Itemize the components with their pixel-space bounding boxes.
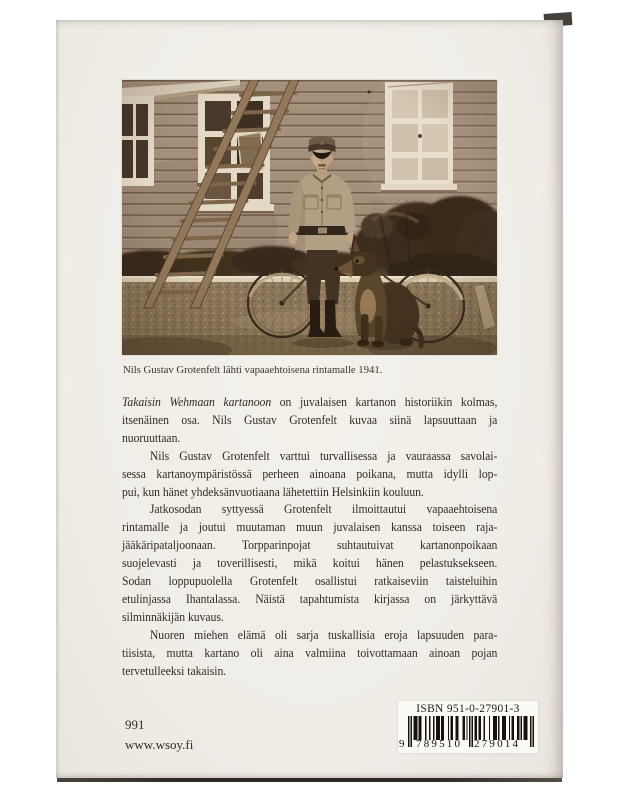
isbn-number: ISBN 951-0-27901-3 bbox=[416, 703, 520, 715]
footer-block bbox=[125, 715, 193, 755]
barcode-digit-group: 789510 bbox=[416, 738, 463, 750]
blurb-line: pui, kun hänet yhdeksänvuotiaana lähetettiin Helsinkiin kouluun. bbox=[122, 484, 424, 499]
blurb-line: Jatkosodan syttyessä Grotenfelt ilmoittautui vapaaehtoisena bbox=[149, 502, 498, 517]
blurb-line-text: on juvalaisen kartanon historiikin kolmas, bbox=[271, 395, 498, 409]
blurb-line: Nuoren miehen elämä oli sarja tuskallisia eroja lapsuuden para- bbox=[149, 627, 498, 642]
blurb-line: itsenäinen osa. Nils Gustav Grotenfelt kuvaa siinä lapsuuttaan ja bbox=[122, 412, 498, 427]
photo-caption: Nils Gustav Grotenfelt lähti vapaaehtoisena rintamalle 1941. bbox=[123, 364, 383, 376]
blurb-line: rintamalle ja joutui muutaman muun juvalaisen kanssa toiseen raja- bbox=[122, 520, 498, 535]
blurb-line bbox=[122, 394, 497, 412]
blurb-line: Nils Gustav Grotenfelt varttui turvallisessa ja vauraassa savolai- bbox=[149, 448, 498, 463]
edition-code: 991 bbox=[125, 717, 145, 732]
cover-photo bbox=[122, 80, 497, 355]
book-back-cover bbox=[56, 20, 563, 778]
blurb-line: Sodan loppupuolella Grotenfelt osallistui ratkaiseviin taisteluihin bbox=[122, 574, 498, 589]
book-title-italic: Takaisin Wehmaan kartanoon bbox=[122, 395, 272, 409]
isbn-label bbox=[398, 701, 538, 753]
publisher-url: www.wsoy.fi bbox=[125, 737, 194, 752]
blurb-line: jääkäripataljoonaan. Torpparinpojat suhtautuivat kartanonpoikaan bbox=[122, 538, 498, 553]
blurb-line: suojelevasti ja toverillisesti, mikä koitui hänen pelastuksekseen. bbox=[122, 556, 498, 571]
barcode-digit-group: 279014 bbox=[474, 738, 521, 750]
blurb-line: etulinjassa Ihantalassa. Näistä tapahtumista kirjassa on järkyttävä bbox=[122, 591, 498, 606]
blurb-line: sessa kartanoympäristössä perheen ainoana poikana, mutta idylli lop- bbox=[122, 466, 498, 481]
barcode-digit-group: 9 bbox=[399, 738, 405, 750]
blurb-line: tiisista, mutta kartano oli aina valmiina toivottamaan ainoan pojan bbox=[122, 645, 498, 660]
ean-barcode bbox=[399, 716, 534, 750]
blurb-line: tervetulleeksi takaisin. bbox=[122, 663, 227, 678]
back-cover-blurb bbox=[122, 394, 497, 681]
blurb-line: silminnäkijän kuvaus. bbox=[122, 609, 224, 624]
blurb-line: nuoruuttaan. bbox=[122, 430, 181, 445]
